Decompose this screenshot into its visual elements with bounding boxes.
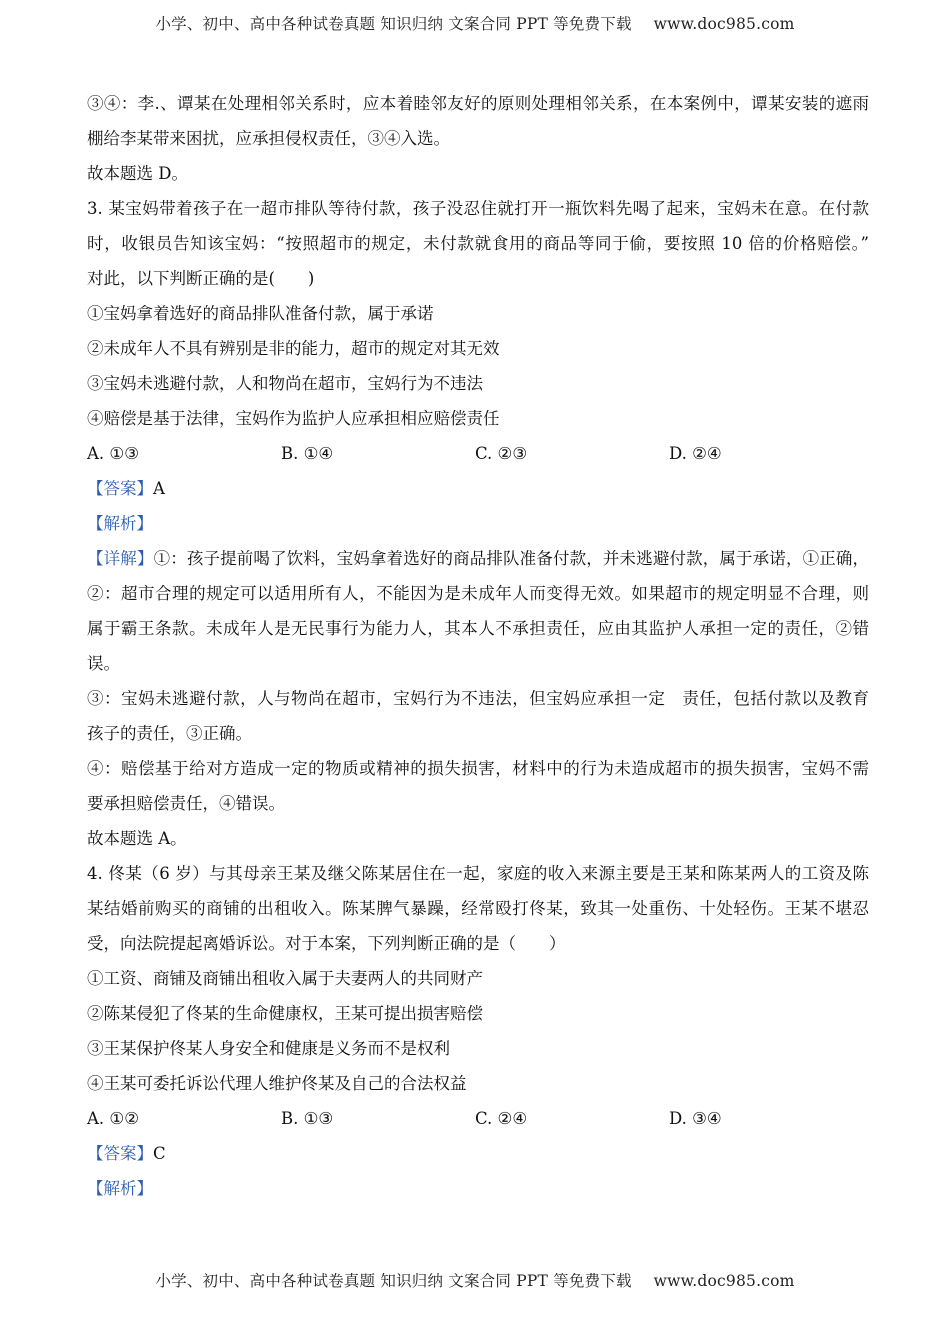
question-3-item: ④赔偿是基于法律，宝妈作为监护人应承担相应赔偿责任: [87, 409, 500, 428]
question-3-stem: 3. 某宝妈带着孩子在一超市排队等待付款，孩子没忍住就打开一瓶饮料先喝了起来，宝妈未在意。在付款: [87, 199, 869, 218]
question-4-stem: 4. 佟某（6 岁）与其母亲王某及继父陈某居住在一起，家庭的收入来源主要是王某和陈某两人的工资及陈: [87, 864, 869, 883]
text-line: 误。: [87, 654, 120, 673]
text-line: ③：宝妈未逃避付款，人与物尚在超市，宝妈行为不违法，但宝妈应承担一定 责任，包括付款以及教育: [87, 689, 869, 708]
text-line: ②：超市合理的规定可以适用所有人，不能因为是未成年人而变得无效。如果超市的规定明显不合理，则: [87, 584, 869, 603]
detail-text: ①：孩子提前喝了饮料，宝妈拿着选好的商品排队准备付款，并未逃避付款，属于承诺，①正确，: [153, 549, 870, 568]
question-4-item: ③王某保护佟某人身安全和健康是义务而不是权利: [87, 1039, 450, 1058]
option-c: C. ②③: [475, 444, 528, 463]
text-line: 要承担赔偿责任，④错误。: [87, 794, 285, 813]
option-a: A. ①②: [87, 1109, 139, 1128]
question-4-stem: 某结婚前购买的商铺的出租收入。陈某脾气暴躁，经常殴打佟某，致其一处重伤、十处轻伤。王某不堪忍: [87, 899, 869, 918]
question-3-stem: 对此，以下判断正确的是( ): [87, 269, 315, 288]
text-line: 故本题选 D。: [87, 164, 188, 183]
analysis-label: 【解析】: [87, 1179, 153, 1198]
answer-line: [87, 1136, 869, 1171]
detail-line: [87, 541, 869, 576]
question-3-options: [87, 436, 869, 471]
question-3-item: ②未成年人不具有辨别是非的能力，超市的规定对其无效: [87, 339, 500, 358]
text-line: 故本题选 A。: [87, 829, 187, 848]
document-body: [87, 86, 869, 1206]
option-d: D. ②④: [669, 444, 722, 463]
analysis-line: [87, 506, 869, 541]
question-3-item: ③宝妈未逃避付款，人和物尚在超市，宝妈行为不违法: [87, 374, 483, 393]
footer-url[interactable]: www.doc985.com: [653, 1272, 795, 1290]
analysis-label: 【解析】: [87, 514, 153, 533]
answer-label: 【答案】: [87, 479, 153, 498]
question-4-item: ②陈某侵犯了佟某的生命健康权，王某可提出损害赔偿: [87, 1004, 483, 1023]
text-line: ③④：李.、谭某在处理相邻关系时，应本着睦邻友好的原则处理相邻关系，在本案例中，谭某安装的遮雨: [87, 94, 869, 113]
answer-label: 【答案】: [87, 1144, 153, 1163]
answer-value: C: [153, 1144, 166, 1163]
question-4-stem: 受，向法院提起离婚诉讼。对于本案，下列判断正确的是（ ）: [87, 934, 566, 953]
option-b: B. ①④: [281, 444, 334, 463]
answer-value: A: [153, 479, 165, 498]
option-b: B. ①③: [281, 1109, 334, 1128]
question-4-item: ①工资、商铺及商铺出租收入属于夫妻两人的共同财产: [87, 969, 483, 988]
question-3-stem: 时，收银员告知该宝妈：“按照超市的规定，未付款就食用的商品等同于偷，要按照 10 倍的价格赔偿。”: [87, 234, 869, 253]
question-4-item: ④王某可委托诉讼代理人维护佟某及自己的合法权益: [87, 1074, 467, 1093]
option-c: C. ②④: [475, 1109, 528, 1128]
analysis-line: [87, 1171, 869, 1206]
text-line: 属于霸王条款。未成年人是无民事行为能力人，其本人不承担责任，应由其监护人承担一定的责任，②错: [87, 619, 869, 638]
page-header: [0, 12, 950, 34]
option-a: A. ①③: [87, 444, 139, 463]
text-line: 孩子的责任，③正确。: [87, 724, 252, 743]
detail-label: 【详解】: [87, 549, 154, 568]
answer-line: [87, 471, 869, 506]
question-3-item: ①宝妈拿着选好的商品排队准备付款，属于承诺: [87, 304, 434, 323]
header-url[interactable]: www.doc985.com: [653, 15, 795, 33]
text-line: 棚给李某带来困扰，应承担侵权责任，③④入选。: [87, 129, 450, 148]
question-4-options: [87, 1101, 869, 1136]
header-text: 小学、初中、高中各种试卷真题 知识归纳 文案合同 PPT 等免费下载: [155, 15, 632, 33]
text-line: ④：赔偿基于给对方造成一定的物质或精神的损失损害，材料中的行为未造成超市的损失损害，宝妈不需: [87, 759, 869, 778]
page-footer: [0, 1269, 950, 1291]
footer-text: 小学、初中、高中各种试卷真题 知识归纳 文案合同 PPT 等免费下载: [155, 1272, 632, 1290]
option-d: D. ③④: [669, 1109, 722, 1128]
